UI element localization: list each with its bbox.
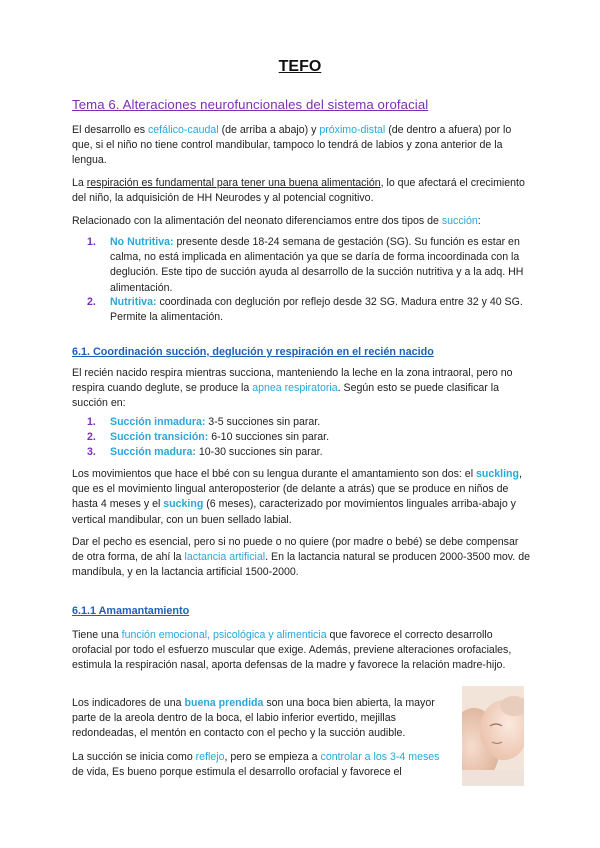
paragraph-succion-reflejo (72, 750, 454, 780)
document-title: TEFO (278, 58, 322, 75)
text: son una boca bien abierta, la mayor parte de la areola dentro de la boca, el labio inferior evertido, mejillas redondeadas, el mentón en contacto con el pecho y la succión audible. (72, 697, 435, 740)
list-text: coordinada con deglución por reflejo desde 32 SG. Madura entre 32 y 40 SG. Permite la alimentación. (110, 296, 523, 324)
underlined-respiracion: respiración es fundamental para tener una buena alimentación (86, 177, 381, 189)
text: Relacionado con la alimentación del neonato diferenciamos entre dos tipos de (72, 215, 442, 227)
text: de vida, Es bueno porque estimula el desarrollo orofacial y favorece el (72, 766, 402, 779)
paragraph-funcion (72, 628, 532, 674)
text: Los movimientos que hace el bbé con su lengua durante el amantamiento son dos: el (72, 468, 476, 480)
list-item-succion-inmadura (87, 415, 532, 430)
list-text: 10-30 succiones sin parar. (195, 446, 323, 458)
text: La (72, 177, 87, 189)
paragraph-movimientos (72, 467, 532, 528)
section-heading-tema-6: Tema 6. Alteraciones neurofuncionales del sistema orofacial (72, 97, 429, 112)
subsection-heading-6-1-1: 6.1.1 Amamantamiento (72, 605, 190, 617)
text: . En la lactancia natural se producen 2000-3500 mov. de mandíbula, y en la lactancia artificial 1500-2000. (72, 551, 530, 579)
highlight-lactancia-artificial: lactancia artificial (184, 551, 266, 564)
text: (de arriba a abajo) y (218, 124, 320, 136)
text: . Según esto se puede clasificar la succión en: (72, 382, 499, 410)
highlight-controlar: controlar a los 3-4 meses (320, 751, 440, 763)
text: : (477, 215, 481, 227)
subsection-heading-6-1: 6.1. Coordinación succión, deglución y respiración en el recién nacido (72, 346, 434, 358)
text: que favorece el correcto desarrollo orofacial por todo el esfuerzo muscular que exige. Además, previene alteraciones orofaciales, estimula la respiración nasal, aporta defensas de la madre y favorece la relación madre-hijo. (72, 629, 512, 672)
paragraph-respiracion (72, 176, 532, 206)
highlight-succion: succión (441, 215, 478, 227)
text: Dar el pecho es esencial, pero si no puede o no quiere (por madre o bebé) se debe compensar de otra forma, de ahí la (72, 536, 519, 564)
highlight-funcion: función emocional, psicológica y alimenticia (121, 629, 327, 641)
list-item-succion-transicion (87, 430, 532, 445)
list-label: Succión madura: (110, 446, 196, 458)
text: (6 meses), caracterizado por movimientos linguales arriba-abajo y vertical mandibular, con un buen sellado labial. (72, 498, 516, 526)
list-number: 1. (87, 236, 96, 248)
paragraph-desarrollo (72, 123, 532, 169)
list-number: 2. (87, 431, 96, 443)
list-item-nutritiva (87, 295, 532, 325)
list-label: Succión transición: (110, 431, 209, 443)
list-number: 1. (87, 416, 96, 428)
text: La succión se inicia como (72, 751, 196, 763)
text: Los indicadores de una (72, 697, 185, 709)
list-label: Nutritiva: (110, 296, 157, 308)
paragraph-recien-nacido (72, 366, 532, 412)
paragraph-indicadores (72, 696, 454, 742)
list-number: 3. (87, 446, 96, 458)
highlight-sucking: sucking (163, 498, 204, 511)
paragraph-lactancia (72, 535, 532, 581)
list-text: presente desde 18-24 semana de gestación (SG). Su función es estar en calma, no está implicada en alimentación ya que se daría de forma incoordinada con la deglución. Este tipo de succión ayuda al desarrollo de la succión nutritiva y a la adq. HH alimentación. (110, 236, 524, 294)
text: , pero se empieza a (224, 751, 321, 763)
highlight-cefalico-caudal: cefálico-caudal (147, 124, 219, 136)
text: El desarrollo es (72, 124, 148, 136)
highlight-buena-prendida: buena prendida (184, 697, 264, 709)
list-number: 2. (87, 296, 96, 308)
highlight-reflejo: reflejo (195, 751, 225, 763)
text: , que es el movimiento lingual anteroposterior (de delante a atrás) que se produce en niños de hasta 4 meses y el (72, 468, 522, 511)
list-text: 3-5 succiones sin parar. (205, 416, 321, 428)
list-item-succion-madura (87, 445, 532, 460)
list-item-no-nutritiva (87, 235, 532, 296)
breastfeeding-photo (462, 686, 524, 786)
highlight-proximo-distal: próximo-distal (319, 124, 386, 136)
highlight-suckling: suckling (476, 468, 519, 480)
list-label: Succión inmadura: (110, 416, 206, 428)
paragraph-tipos-succion (72, 214, 532, 229)
list-label: No Nutritiva: (110, 236, 174, 248)
list-text: 6-10 succiones sin parar. (208, 431, 330, 443)
text: (de dentro a afuera) por lo que, si el niño no tiene control mandibular, tampoco lo tendrá de labios y zona anterior de la lengua. (72, 124, 512, 167)
highlight-apnea: apnea respiratoria (252, 382, 338, 395)
text: Tiene una (72, 629, 122, 641)
text: , lo que afectará el crecimiento del niño, la adquisición de HH Neurodes y al potencial cognitivo. (72, 177, 525, 205)
text: El recién nacido respira mientras succiona, manteniendo la leche en la zona intraoral, pero no respira cuando deglute, se produce la (72, 367, 513, 395)
